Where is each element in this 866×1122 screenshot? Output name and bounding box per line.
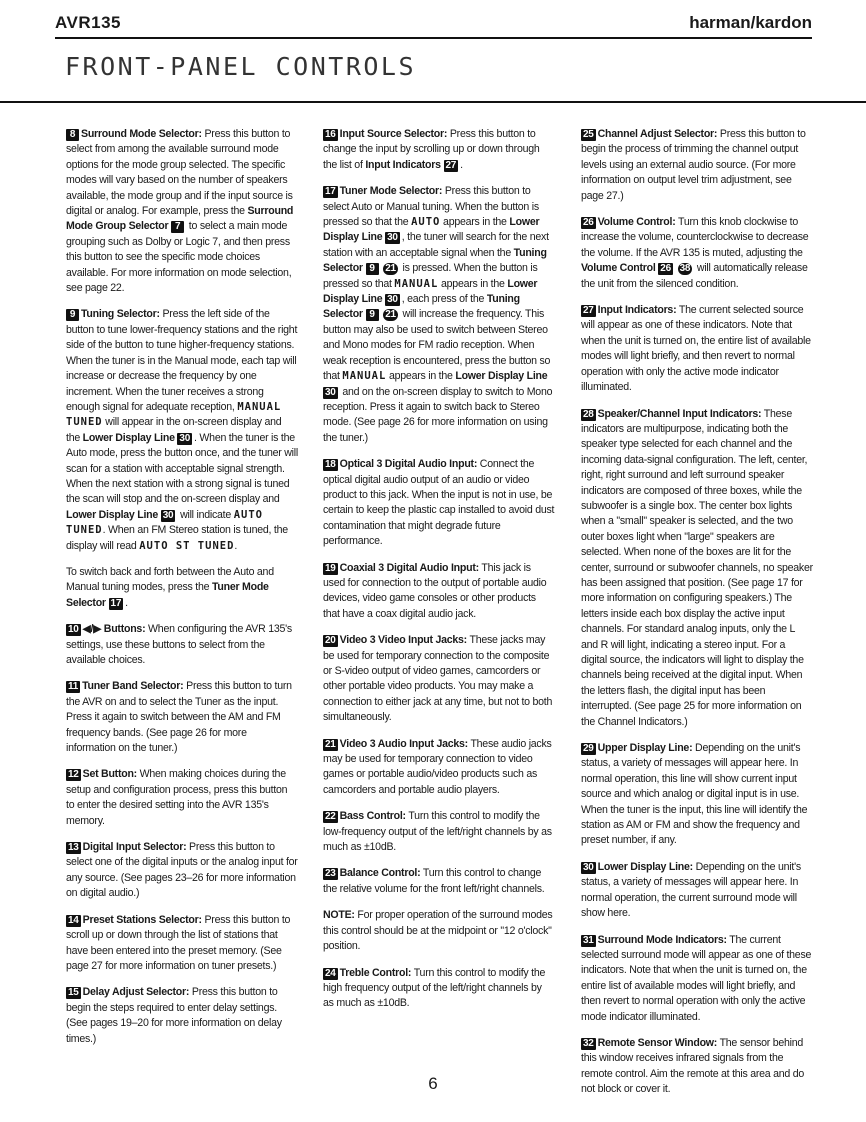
column-left bbox=[66, 127, 298, 1058]
control-label: Balance Control: bbox=[339, 867, 421, 880]
control-label: Surround Mode Indicators: bbox=[597, 933, 727, 946]
control-entry bbox=[323, 737, 555, 799]
body-text: The sensor behind this window receives infrared signals from the remote control. Aim the remote at this area and do not block or cover it. bbox=[581, 1036, 805, 1096]
control-entry bbox=[66, 679, 298, 756]
control-label: Preset Stations Selector: bbox=[82, 913, 202, 926]
callout-number: 30 bbox=[387, 294, 398, 306]
body-text: The current selected surround mode will appear as one of these indicators. Note that when the unit is turned on, the entire list of available modes will light briefly, and then revert to normal operation with only the active mode indicator illuminated. bbox=[581, 933, 812, 1023]
control-label: Lower Display Line bbox=[323, 277, 538, 306]
body-text: . When an FM Stereo station is tuned, the display will read bbox=[66, 524, 288, 552]
control-label: Optical 3 Digital Audio Input: bbox=[339, 458, 478, 471]
body-text: , each press of the bbox=[401, 293, 487, 306]
control-entry bbox=[323, 127, 555, 173]
control-label: Tuner Band Selector: bbox=[82, 680, 184, 693]
control-entry bbox=[66, 985, 298, 1047]
body-text: Press this button to scroll up or down through the list of stations that have been entered into the preset memory. (See page 27 for more information on tuner presets.) bbox=[66, 913, 291, 972]
control-entry bbox=[581, 215, 813, 292]
body-text: Press the left side of the button to tune lower-frequency stations and the right side of the button to tune higher-frequency stations. When the tuner is in the Manual mode, each tap will increase or decrease the frequency by one increment. When the tuner receives a strong enough signal for adequate reception, bbox=[66, 308, 298, 413]
body-text: to select a main mode grouping such as Dolby or Logic 7, and then press this button to see the specific mode choices available. For more information on mode selection, see page 22. bbox=[66, 220, 292, 295]
callout-number: 29 bbox=[583, 743, 594, 755]
body-text: . bbox=[125, 596, 128, 609]
control-entry bbox=[323, 866, 555, 897]
header-model: AVR135 bbox=[55, 13, 121, 32]
control-label: Video 3 Audio Input Jacks: bbox=[339, 737, 468, 750]
display-readout: MANUAL TUNED bbox=[66, 400, 282, 429]
body-text: and on the on-screen display to switch to Mono reception. Press it again to switch back to Stereo mode. (See page 26 for more information on using the tuner.) bbox=[323, 385, 553, 444]
callout-number: 27 bbox=[583, 305, 594, 317]
control-label: Tuning Selector bbox=[323, 293, 520, 321]
control-label: Upper Display Line: bbox=[597, 742, 693, 755]
control-label: ◀/▶ Buttons: bbox=[82, 623, 146, 636]
header-rule bbox=[55, 37, 812, 39]
callout-number: 30 bbox=[325, 386, 336, 398]
callout-number: 31 bbox=[583, 934, 594, 946]
callout-number: 30 bbox=[583, 861, 594, 873]
callout-number: 27 bbox=[445, 159, 457, 171]
control-entry bbox=[66, 622, 298, 668]
display-readout: AUTO TUNED bbox=[66, 508, 263, 537]
control-entry bbox=[581, 741, 813, 849]
display-readout: MANUAL bbox=[342, 370, 387, 383]
body-text: Press this button to begin the process of trimming the channel output levels using an external audio source. (For more information on output level trim adjustment, see page 27.) bbox=[581, 128, 806, 202]
control-entry bbox=[581, 933, 813, 1025]
control-label: Coaxial 3 Digital Audio Input: bbox=[339, 561, 479, 574]
control-label: Volume Control bbox=[581, 262, 656, 275]
callout-number: 26 bbox=[660, 263, 671, 275]
control-label: Treble Control: bbox=[339, 966, 412, 979]
control-entry bbox=[323, 633, 555, 725]
page-number: 6 bbox=[428, 1074, 438, 1093]
body-text: will automatically release the unit from the silenced condition. bbox=[581, 262, 808, 290]
callout-number: 38 bbox=[679, 263, 691, 275]
control-entry bbox=[581, 303, 813, 395]
body-text: will increase the frequency. This button may also be used to switch between Stereo and Mono modes for FM radio reception. When weak reception is encountered, press the button so that bbox=[323, 308, 551, 383]
callout-number: 30 bbox=[179, 432, 191, 444]
control-label: Remote Sensor Window: bbox=[597, 1036, 718, 1049]
callout-number: 21 bbox=[385, 263, 396, 275]
header-brand: harman/kardon bbox=[689, 13, 812, 32]
callout-number: 17 bbox=[325, 186, 336, 198]
control-label: Video 3 Video Input Jacks: bbox=[339, 634, 467, 647]
callout-number: 11 bbox=[68, 681, 79, 693]
control-label: Speaker/Channel Input Indicators: bbox=[597, 407, 762, 420]
callout-number: 8 bbox=[66, 129, 79, 141]
callout-number: 28 bbox=[583, 408, 594, 420]
body-text: Turn this knob clockwise to increase the volume, counterclockwise to decrease the volume. If the AVR 135 is muted, adjusting the bbox=[581, 216, 809, 259]
control-label: Channel Adjust Selector: bbox=[597, 128, 718, 140]
control-entry bbox=[581, 127, 813, 204]
control-label: Tuning Selector: bbox=[81, 308, 160, 321]
body-text: The current selected source will appear as one of these indicators. Note that when the unit is turned on, the entire list of available modes will light briefly, and then revert to normal operation with only the active mode indicator illuminated. bbox=[581, 304, 811, 394]
body-text: appears in the bbox=[386, 370, 456, 383]
control-entry bbox=[323, 908, 555, 954]
body-text: Press this button to change the input by scrolling up or down through the list of bbox=[323, 128, 540, 171]
body-text: When configuring the AVR 135's settings, use these buttons to select from the available choices. bbox=[66, 623, 292, 666]
control-label: Lower Display Line bbox=[82, 431, 175, 444]
control-entry bbox=[323, 184, 555, 446]
control-label: NOTE: bbox=[323, 909, 355, 922]
display-readout: AUTO bbox=[411, 216, 441, 229]
control-label: Lower Display Line bbox=[66, 508, 159, 521]
body-text: Press this button to turn the AVR on and to select the Tuner as the input. Press it again to switch between the AM and FM frequency bands. (See page 26 for more information on the tuner.) bbox=[66, 680, 292, 755]
control-label: Surround Mode Group Selector bbox=[66, 205, 294, 233]
callout-number: 15 bbox=[68, 987, 79, 999]
title-rule bbox=[0, 101, 866, 103]
column-right bbox=[581, 127, 813, 1109]
control-entry bbox=[323, 809, 555, 855]
control-entry bbox=[323, 561, 555, 623]
callout-number: 10 bbox=[68, 624, 79, 636]
control-label: Surround Mode Selector: bbox=[81, 128, 202, 140]
body-text: Press this button to begin the steps required to enter delay settings. (See pages 19–20 for more information on delay times.) bbox=[66, 986, 282, 1045]
body-text: Press this button to select from among the available surround mode options for the mode group selected. The specific modes will vary based on the number of speakers available, the mode group and if the input source is digital or analog. For example, press the bbox=[66, 128, 293, 218]
body-text: Depending on the unit's status, a variety of messages will appear here. In normal operation, the current surround mode will show here. bbox=[581, 860, 801, 920]
column-middle bbox=[323, 127, 555, 1023]
body-text: These jacks may be used for temporary connection to the composite or S-video output of video games, camcorders or other portable video products. You may make a connection to either jack at any time, but not to both simultaneously. bbox=[323, 634, 553, 724]
body-text: Turn this control to modify the low-frequency output of the left/right channels by as much as ±10dB. bbox=[323, 810, 552, 854]
callout-number: 7 bbox=[171, 221, 184, 233]
body-text: appears in the bbox=[440, 216, 510, 229]
callout-number: 14 bbox=[68, 914, 79, 926]
body-text: These audio jacks may be used for temporary connection to video games or portable audio/video products such as camcorders and portable audio players. bbox=[323, 737, 552, 796]
control-entry bbox=[323, 966, 555, 1012]
control-entry bbox=[66, 127, 298, 296]
control-entry bbox=[66, 565, 298, 611]
control-label: Lower Display Line bbox=[323, 216, 540, 244]
control-label: Set Button: bbox=[82, 768, 137, 781]
control-label: Tuning Selector bbox=[323, 246, 547, 275]
control-label: Tuner Mode Selector: bbox=[339, 185, 443, 198]
callout-number: 16 bbox=[325, 129, 336, 140]
body-text: To switch back and forth between the Auto and Manual tuning modes, press the bbox=[66, 565, 274, 594]
control-label: Volume Control: bbox=[597, 216, 676, 229]
control-label: Input Source Selector: bbox=[339, 128, 448, 140]
body-text: appears in the bbox=[438, 277, 508, 290]
callout-number: 20 bbox=[325, 635, 336, 647]
control-entry bbox=[66, 307, 298, 554]
body-text: Press this button to select Auto or Manual tuning. When the button is pressed so that the bbox=[323, 185, 539, 229]
body-text: . When the tuner is the Auto mode, press the button once, and the tuner will scan for a station with acceptable signal strength. When the next station with a strong signal is tuned the scan will stop and the on-screen display and bbox=[66, 431, 298, 506]
body-text: Press this button to select one of the digital inputs or the analog input for any source. (See pages 23–26 for more information on digital audio.) bbox=[66, 841, 298, 900]
control-label: Input Indicators bbox=[365, 158, 441, 171]
body-text: . bbox=[460, 158, 463, 171]
callout-number: 13 bbox=[68, 842, 79, 854]
control-label: Delay Adjust Selector: bbox=[82, 986, 190, 999]
display-readout: AUTO ST TUNED bbox=[139, 539, 235, 552]
callout-number: 21 bbox=[385, 309, 396, 321]
control-entry bbox=[66, 913, 298, 975]
body-text: Depending on the unit's status, a variety of messages will appear here. In normal operation, this line will show current input source and which analog or digital input is in use. When the tuner is the input, this line will identify the station as AM or FM and show the frequency and preset number, if any. bbox=[581, 742, 808, 847]
callout-number: 17 bbox=[110, 597, 122, 609]
display-readout: MANUAL bbox=[394, 277, 439, 290]
callout-number: 26 bbox=[583, 217, 594, 229]
callout-number: 22 bbox=[325, 811, 336, 823]
control-entry bbox=[581, 860, 813, 922]
control-label: Bass Control: bbox=[339, 810, 406, 823]
control-entry bbox=[323, 457, 555, 549]
callout-number: 19 bbox=[325, 562, 336, 574]
callout-number: 25 bbox=[583, 129, 594, 140]
body-text: These indicators are multipurpose, indicating both the speaker type selected for each channel and the incoming data-signal configuration. The left, center, right, right surround and left surround speaker indicators are composed of three boxes, while the subwoofer is a single box. The center box lights when a "small" speaker is selected, and the two outer boxes light when "large" speakers are selected. When none of the boxes are lit for the center, surround or subwoofer channels, no speaker has been assigned that position. (See page 17 for more information on configuring speakers.) The letters inside each box display the active input channels. For standard analog inputs, only the L and R will light, indicating a stereo input. For a digital source, the indicators will light to display the channels being received at the digital input. When the letters flash, the digital input has been interrupted. (See page 25 for more information on the Channel Indicators.) bbox=[581, 407, 813, 728]
callout-number: 12 bbox=[68, 769, 79, 781]
control-entry bbox=[66, 840, 298, 902]
body-text: will appear in the on-screen display and the bbox=[66, 416, 282, 444]
callout-number: 9 bbox=[66, 309, 79, 321]
control-entry bbox=[66, 767, 298, 829]
callout-number: 21 bbox=[325, 738, 336, 750]
body-text: This jack is used for connection to the output of portable audio devices, video game consoles or other products that have a coax digital audio jack. bbox=[323, 561, 547, 620]
callout-number: 23 bbox=[325, 868, 336, 880]
page-title: FRONT-PANEL CONTROLS bbox=[65, 52, 417, 81]
body-text: Turn this control to modify the high frequency output of the left/right channels by as much as ±10dB. bbox=[323, 966, 546, 1010]
body-text: Connect the optical digital audio output of an audio or video product to this jack. When the input is not in use, be certain to keep the plastic cap installed to avoid dust contamination that might degrade future performance. bbox=[323, 458, 555, 548]
control-label: Tuner Mode Selector bbox=[66, 581, 269, 609]
body-text: is pressed. When the button is pressed so that bbox=[323, 262, 538, 290]
control-label: Lower Display Line: bbox=[597, 860, 693, 873]
callout-number: 18 bbox=[325, 459, 336, 471]
callout-number: 32 bbox=[583, 1037, 594, 1049]
callout-number: 30 bbox=[387, 232, 398, 244]
callout-number: 24 bbox=[325, 967, 336, 979]
control-label: Input Indicators: bbox=[597, 304, 677, 317]
body-text: For proper operation of the surround modes this control should be at the midpoint or "12 o'clock" position. bbox=[323, 909, 553, 953]
control-label: Lower Display Line bbox=[455, 370, 548, 383]
control-label: Digital Input Selector: bbox=[82, 841, 187, 854]
body-text: , the tuner will search for the next station with an acceptable signal when the bbox=[323, 231, 549, 259]
callout-number: 30 bbox=[162, 509, 174, 521]
control-entry bbox=[581, 407, 813, 731]
body-text: When making choices during the setup and configuration process, press this button to enter the desired setting into the AVR 135's memory. bbox=[66, 768, 288, 827]
body-text: . bbox=[234, 539, 238, 552]
body-text: will indicate bbox=[177, 508, 234, 521]
callout-number: 9 bbox=[366, 309, 379, 321]
callout-number: 9 bbox=[366, 263, 379, 275]
body-text: Turn this control to change the relative volume for the front left/right channels. bbox=[323, 867, 545, 895]
